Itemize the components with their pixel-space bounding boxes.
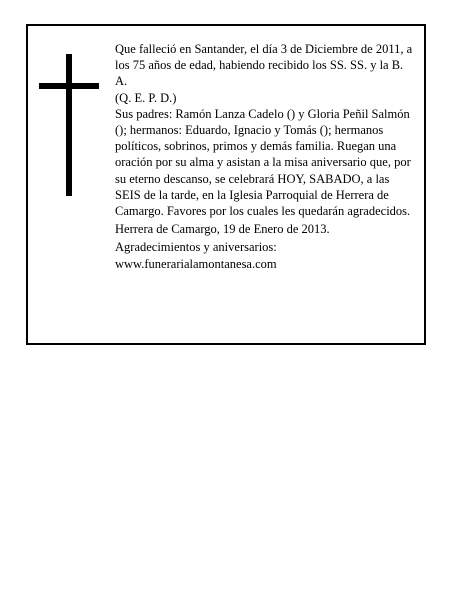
obituary-text: [115, 41, 415, 272]
latin-cross-icon: [39, 54, 99, 196]
cross-horizontal-bar: [39, 83, 99, 89]
cross-vertical-bar: [66, 54, 72, 196]
obituary-notice-frame: [26, 24, 426, 345]
family-mass-paragraph: Sus padres: Ramón Lanza Cadelo () y Gloria Peñil Salmón (); hermanos: Eduardo, Ignacio y Tomás (); hermanos políticos, sobrinos, primos y demás familia. Ruegan una oración por su alma y asistan a la misa aniversario que, por su eterno descanso, se celebrará HOY, SABADO, a las SEIS de la tarde, en la Iglesia Parroquial de Herrera de Camargo. Favores por los cuales les quedarán agradecidos.: [115, 106, 411, 219]
place-date-paragraph: Herrera de Camargo, 19 de Enero de 2013.: [115, 222, 330, 237]
funeral-home-website: www.funerarialamontanesa.com: [115, 256, 277, 271]
qepd-paragraph: (Q. E. P. D.): [115, 90, 177, 105]
death-announcement-paragraph: Que falleció en Santander, el día 3 de Diciembre de 2011, a los 75 años de edad, habiendo recibido los SS. SS. y la B. A.: [115, 42, 413, 89]
acknowledgements-label: Agradecimientos y aniversarios:: [115, 240, 277, 255]
